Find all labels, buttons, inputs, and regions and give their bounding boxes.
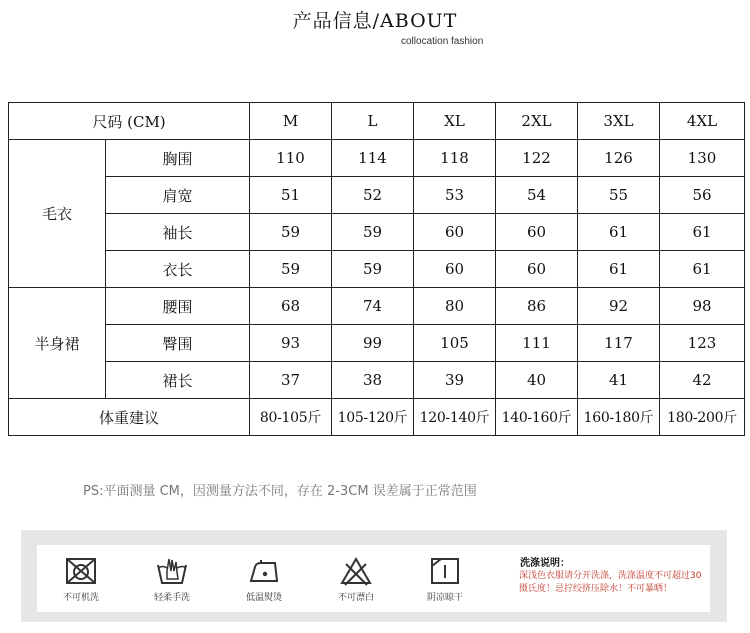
table-cell: 59 xyxy=(332,214,414,251)
care-label: 低温熨烫 xyxy=(245,593,282,603)
size-header-row xyxy=(9,103,745,140)
table-cell: 105 xyxy=(414,325,496,362)
no-bleach-icon xyxy=(339,556,373,586)
row-label: 裙长 xyxy=(106,362,250,399)
table-cell: 114 xyxy=(332,140,414,177)
size-header-label: 尺码 (CM) xyxy=(9,103,250,140)
table-cell: 180-200斤 xyxy=(660,399,745,436)
table-cell: 93 xyxy=(250,325,332,362)
table-cell: 56 xyxy=(660,177,745,214)
table-cell: 110 xyxy=(250,140,332,177)
care-label: 不可漂白 xyxy=(337,593,374,603)
table-cell: 130 xyxy=(660,140,745,177)
table-cell: 41 xyxy=(578,362,660,399)
no-machine-wash-icon xyxy=(64,556,98,586)
size-table xyxy=(8,102,745,436)
table-cell: 80 xyxy=(414,288,496,325)
row-label: 腰围 xyxy=(106,288,250,325)
shade-dry-icon xyxy=(428,556,462,586)
wash-instructions-title: 洗涤说明： xyxy=(520,558,570,569)
group-label-skirt: 半身裙 xyxy=(9,288,106,399)
row-label: 胸围 xyxy=(106,140,250,177)
table-cell: 118 xyxy=(414,140,496,177)
table-cell: 55 xyxy=(578,177,660,214)
table-cell: 59 xyxy=(250,214,332,251)
table-row xyxy=(9,140,745,177)
table-cell: 40 xyxy=(496,362,578,399)
table-cell: 42 xyxy=(660,362,745,399)
table-cell: 51 xyxy=(250,177,332,214)
care-label: 轻柔手洗 xyxy=(153,593,190,603)
table-cell: 68 xyxy=(250,288,332,325)
table-cell: 60 xyxy=(496,251,578,288)
row-label: 臀围 xyxy=(106,325,250,362)
care-item-hand-wash xyxy=(144,556,200,603)
table-row xyxy=(9,362,745,399)
size-col-4xl: 4XL xyxy=(660,103,745,140)
table-cell: 80-105斤 xyxy=(250,399,332,436)
care-label: 不可机洗 xyxy=(62,593,99,603)
table-row xyxy=(9,288,745,325)
table-row xyxy=(9,214,745,251)
size-col-l: L xyxy=(332,103,414,140)
table-row xyxy=(9,177,745,214)
table-cell: 54 xyxy=(496,177,578,214)
row-label: 衣长 xyxy=(106,251,250,288)
measurement-note: PS:平面测量 CM，因测量方法不同，存在 2-3CM 误差属于正常范围 xyxy=(83,484,477,499)
table-row xyxy=(9,251,745,288)
table-cell: 140-160斤 xyxy=(496,399,578,436)
weight-label: 体重建议 xyxy=(9,399,250,436)
care-item-shade-dry xyxy=(417,556,473,603)
table-cell: 37 xyxy=(250,362,332,399)
weight-row xyxy=(9,399,745,436)
table-cell: 38 xyxy=(332,362,414,399)
table-cell: 99 xyxy=(332,325,414,362)
wash-instructions-text: 深浅色衣服请分开洗涤，洗涤温度不可超过30摄氏度！忌拧绞挤压除水！不可暴晒！ xyxy=(519,571,702,594)
table-cell: 39 xyxy=(414,362,496,399)
row-label: 袖长 xyxy=(106,214,250,251)
table-cell: 61 xyxy=(578,251,660,288)
hand-wash-icon xyxy=(155,556,189,586)
size-col-3xl: 3XL xyxy=(578,103,660,140)
care-item-low-temp-iron xyxy=(236,556,292,603)
table-cell: 86 xyxy=(496,288,578,325)
table-cell: 61 xyxy=(578,214,660,251)
table-cell: 52 xyxy=(332,177,414,214)
table-cell: 59 xyxy=(332,251,414,288)
table-cell: 98 xyxy=(660,288,745,325)
low-temp-iron-icon xyxy=(247,556,281,586)
table-cell: 60 xyxy=(414,214,496,251)
table-cell: 126 xyxy=(578,140,660,177)
page-title: 产品信息/ABOUT xyxy=(292,10,458,32)
size-col-2xl: 2XL xyxy=(496,103,578,140)
group-label-sweater: 毛衣 xyxy=(9,140,106,288)
care-label: 阴凉晾干 xyxy=(426,593,463,603)
table-cell: 105-120斤 xyxy=(332,399,414,436)
table-cell: 60 xyxy=(496,214,578,251)
table-cell: 74 xyxy=(332,288,414,325)
table-cell: 117 xyxy=(578,325,660,362)
table-cell: 120-140斤 xyxy=(414,399,496,436)
table-row xyxy=(9,325,745,362)
care-item-no-machine-wash xyxy=(53,556,109,603)
table-cell: 123 xyxy=(660,325,745,362)
size-col-xl: XL xyxy=(414,103,496,140)
table-cell: 59 xyxy=(250,251,332,288)
table-cell: 60 xyxy=(414,251,496,288)
row-label: 肩宽 xyxy=(106,177,250,214)
care-item-no-bleach xyxy=(328,556,384,603)
table-cell: 92 xyxy=(578,288,660,325)
table-cell: 111 xyxy=(496,325,578,362)
table-cell: 61 xyxy=(660,214,745,251)
size-col-m: M xyxy=(250,103,332,140)
table-cell: 160-180斤 xyxy=(578,399,660,436)
table-cell: 61 xyxy=(660,251,745,288)
page-subtitle: collocation fashion xyxy=(401,36,484,47)
table-cell: 122 xyxy=(496,140,578,177)
table-cell: 53 xyxy=(414,177,496,214)
